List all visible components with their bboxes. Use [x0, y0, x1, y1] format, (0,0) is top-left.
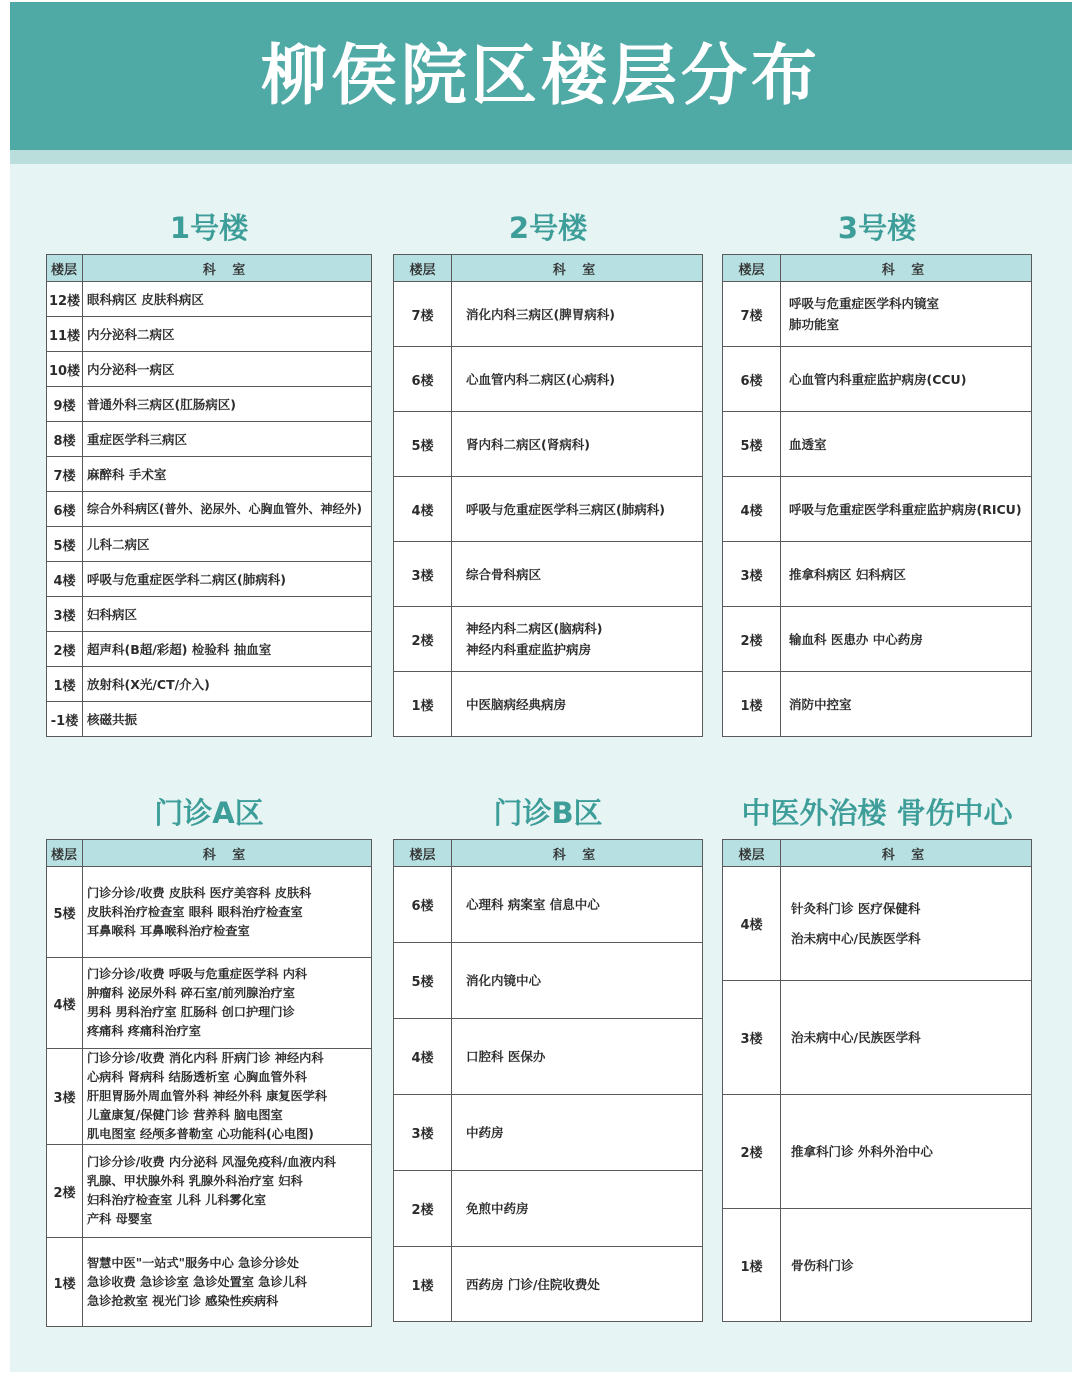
table-header	[47, 840, 372, 867]
floor-cell: 3楼	[723, 981, 781, 1095]
department-line: 消化内科三病区(脾胃病科)	[466, 306, 615, 322]
department-cell	[781, 1095, 1032, 1209]
department-line: 心血管内科重症监护病房(CCU)	[789, 371, 967, 387]
department-line: 中药房	[466, 1125, 504, 1140]
table-row	[394, 943, 703, 1019]
outpatient-b-floor-table	[393, 839, 703, 1322]
department-cell	[83, 667, 372, 702]
department-line: 门诊分诊/收费 呼吸与危重症医学科 内科	[87, 967, 308, 981]
department-line: 麻醉科 手术室	[87, 466, 167, 482]
table-row	[394, 412, 703, 477]
department-cell	[83, 632, 372, 667]
department-cell	[83, 282, 372, 317]
table-row	[47, 1049, 372, 1145]
table-row	[47, 457, 372, 492]
table-row	[723, 282, 1032, 347]
department-line: 血透室	[789, 436, 827, 452]
department-cell	[452, 1171, 703, 1247]
floor-header: 楼层	[723, 255, 781, 282]
department-line: 消防中控室	[789, 696, 852, 712]
tcm-orthopedic-floor-table	[722, 839, 1032, 1322]
floor-cell: 4楼	[394, 477, 452, 542]
department-cell	[781, 867, 1032, 981]
department-line: 耳鼻喉科 耳鼻喉科治疗检查室	[87, 923, 250, 938]
department-cell	[781, 672, 1032, 737]
table-row	[47, 597, 372, 632]
table-row	[47, 702, 372, 737]
department-line: 西药房 门诊/住院收费处	[466, 1276, 600, 1292]
department-line: 呼吸与危重症医学科三病区(肺病科)	[466, 501, 665, 517]
department-line: 综合外科病区(普外、泌尿外、心胸血管外、神经外)	[87, 501, 362, 516]
department-cell	[83, 527, 372, 562]
department-line: 口腔科 医保办	[466, 1049, 546, 1064]
floor-cell: 4楼	[394, 1019, 452, 1095]
floor-cell: 2楼	[723, 1095, 781, 1209]
department-cell	[452, 542, 703, 607]
floor-cell: 2楼	[394, 1171, 452, 1247]
department-line: 眼科病区 皮肤科病区	[87, 291, 204, 307]
floor-cell: 6楼	[723, 347, 781, 412]
department-cell	[83, 457, 372, 492]
floor-cell: 3楼	[47, 597, 83, 632]
department-line: 妇科治疗检查室 儿科 儿科雾化室	[87, 1193, 267, 1207]
dept-header: 科 室	[781, 840, 1032, 867]
floor-header: 楼层	[394, 255, 452, 282]
department-line: 儿科二病区	[87, 536, 150, 552]
department-cell	[781, 477, 1032, 542]
department-line: 肝胆胃肠外周血管外科 神经外科 康复医学科	[87, 1089, 328, 1103]
table-header	[723, 255, 1032, 282]
table-row	[47, 527, 372, 562]
department-cell	[83, 1049, 372, 1145]
floor-cell: 7楼	[47, 457, 83, 492]
floor-cell: 7楼	[723, 282, 781, 347]
department-line: 心病科 肾病科 结肠透析室 心胸血管外科	[87, 1070, 307, 1084]
table-row	[723, 607, 1032, 672]
department-cell	[452, 943, 703, 1019]
department-cell	[83, 422, 372, 457]
floor-cell: 2楼	[47, 1145, 83, 1238]
table-row	[394, 347, 703, 412]
table-row	[47, 562, 372, 597]
department-line: 心理科 病案室 信息中心	[466, 897, 600, 912]
department-line: 门诊分诊/收费 皮肤科 医疗美容科 皮肤科	[87, 885, 312, 900]
floor-cell: 2楼	[723, 607, 781, 672]
department-line: 急诊抢救室 视光门诊 感染性疾病科	[87, 1293, 279, 1308]
department-line: 中医脑病经典病房	[466, 696, 567, 712]
table-row	[47, 282, 372, 317]
table-row	[723, 477, 1032, 542]
floor-header: 楼层	[723, 840, 781, 867]
department-line: 心血管内科二病区(心病科)	[466, 371, 615, 387]
section-title-building-2: 2号楼	[508, 211, 588, 245]
table-header	[394, 840, 703, 867]
table-row	[47, 667, 372, 702]
floor-cell: 6楼	[394, 867, 452, 943]
department-line: 针灸科门诊 医疗保健科	[791, 900, 921, 916]
table-row	[47, 632, 372, 667]
floor-cell: 5楼	[47, 527, 83, 562]
department-line: 肌电图室 经颅多普勒室 心功能科(心电图)	[87, 1127, 314, 1141]
floor-cell: -1楼	[47, 702, 83, 737]
department-cell	[83, 958, 372, 1049]
floor-cell: 3楼	[394, 1095, 452, 1171]
floor-cell: 3楼	[47, 1049, 83, 1145]
department-line: 神经内科二病区(脑病科)	[466, 621, 603, 636]
department-cell	[452, 672, 703, 737]
table-row	[394, 607, 703, 672]
table-row	[47, 387, 372, 422]
department-line: 智慧中医"一站式"服务中心 急诊分诊处	[87, 1255, 299, 1270]
department-cell	[83, 352, 372, 387]
floor-cell: 2楼	[47, 632, 83, 667]
floor-cell: 1楼	[394, 1247, 452, 1322]
table-row	[47, 492, 372, 527]
department-line: 肺功能室	[789, 317, 840, 332]
department-line: 皮肤科治疗检查室 眼科 眼科治疗检查室	[87, 904, 303, 919]
table-row	[47, 958, 372, 1049]
floor-header: 楼层	[47, 840, 83, 867]
floor-cell: 3楼	[723, 542, 781, 607]
department-line: 核磁共振	[87, 711, 138, 727]
floor-cell: 4楼	[723, 867, 781, 981]
table-row	[394, 1171, 703, 1247]
table-row	[47, 317, 372, 352]
floor-cell: 4楼	[47, 958, 83, 1049]
department-line: 推拿科门诊 外科外治中心	[791, 1144, 933, 1159]
floor-cell: 4楼	[47, 562, 83, 597]
outpatient-a-floor-table	[46, 839, 372, 1327]
department-cell	[781, 347, 1032, 412]
floor-cell: 1楼	[394, 672, 452, 737]
department-line: 普通外科三病区(肛肠病区)	[87, 396, 236, 412]
department-line: 产科 母婴室	[87, 1212, 153, 1226]
dept-header: 科 室	[83, 255, 372, 282]
floor-cell: 7楼	[394, 282, 452, 347]
department-line: 急诊收费 急诊诊室 急诊处置室 急诊儿科	[87, 1274, 307, 1289]
department-line: 乳腺、甲状腺外科 乳腺外科治疗室 妇科	[87, 1174, 303, 1188]
department-cell	[452, 1247, 703, 1322]
department-line: 骨伤科门诊	[791, 1257, 854, 1273]
floor-cell: 3楼	[394, 542, 452, 607]
department-line: 消化内镜中心	[466, 973, 542, 988]
dept-header: 科 室	[452, 255, 703, 282]
department-line: 内分泌科二病区	[87, 326, 175, 342]
department-line: 男科 男科治疗室 肛肠科 创口护理门诊	[87, 1005, 295, 1019]
department-cell	[452, 282, 703, 347]
dept-header: 科 室	[452, 840, 703, 867]
table-row	[394, 1247, 703, 1322]
floor-cell: 4楼	[723, 477, 781, 542]
department-cell	[83, 387, 372, 422]
floor-header: 楼层	[394, 840, 452, 867]
department-line: 儿童康复/保健门诊 营养科 脑电图室	[87, 1108, 283, 1122]
section-title-building-1: 1号楼	[169, 211, 249, 245]
building-3-floor-table	[722, 254, 1032, 737]
floor-cell: 5楼	[394, 412, 452, 477]
department-line: 门诊分诊/收费 内分泌科 风湿免疫科/血液内科	[87, 1155, 336, 1169]
floor-cell: 1楼	[47, 667, 83, 702]
floor-cell: 1楼	[47, 1238, 83, 1327]
department-cell	[452, 607, 703, 672]
table-row	[394, 282, 703, 347]
table-header	[47, 255, 372, 282]
table-row	[47, 867, 372, 958]
section-title-building-3: 3号楼	[837, 211, 917, 245]
table-row	[394, 1019, 703, 1095]
department-line: 疼痛科 疼痛科治疗室	[87, 1024, 201, 1038]
floor-cell: 5楼	[47, 867, 83, 958]
banner-stripe	[10, 150, 1072, 164]
department-line: 免煎中药房	[466, 1201, 529, 1216]
department-line: 妇科病区	[87, 606, 138, 622]
floor-cell: 6楼	[394, 347, 452, 412]
table-row	[394, 1095, 703, 1171]
department-line: 综合骨科病区	[466, 566, 542, 582]
department-cell	[781, 981, 1032, 1095]
building-1-floor-table	[46, 254, 372, 737]
department-cell	[452, 412, 703, 477]
table-row	[723, 981, 1032, 1095]
department-line: 呼吸与危重症医学科内镜室	[789, 296, 940, 311]
department-line: 放射科(X光/CT/介入)	[87, 676, 210, 692]
dept-header: 科 室	[781, 255, 1032, 282]
department-line: 治未病中心/民族医学科	[791, 1030, 921, 1045]
table-header	[723, 840, 1032, 867]
table-row	[47, 1238, 372, 1327]
department-cell	[781, 412, 1032, 477]
floor-cell: 2楼	[394, 607, 452, 672]
department-line: 肿瘤科 泌尿外科 碎石室/前列腺治疗室	[87, 986, 295, 1000]
department-line: 呼吸与危重症医学科重症监护病房(RICU)	[789, 501, 1022, 517]
department-cell	[83, 562, 372, 597]
department-cell	[452, 1019, 703, 1095]
table-row	[723, 412, 1032, 477]
floor-cell: 1楼	[723, 1209, 781, 1322]
department-cell	[83, 867, 372, 958]
table-row	[394, 867, 703, 943]
department-line: 门诊分诊/收费 消化内科 肝病门诊 神经内科	[87, 1051, 324, 1065]
table-row	[723, 1095, 1032, 1209]
department-cell	[452, 1095, 703, 1171]
floor-cell: 5楼	[723, 412, 781, 477]
department-cell	[83, 492, 372, 527]
department-line: 治未病中心/民族医学科	[791, 930, 921, 946]
department-line: 输血科 医患办 中心药房	[789, 631, 923, 647]
department-cell	[452, 347, 703, 412]
table-row	[394, 542, 703, 607]
department-cell	[781, 1209, 1032, 1322]
department-cell	[83, 1145, 372, 1238]
department-cell	[452, 477, 703, 542]
floor-cell: 6楼	[47, 492, 83, 527]
department-cell	[781, 607, 1032, 672]
table-row	[723, 867, 1032, 981]
table-header	[394, 255, 703, 282]
department-cell	[781, 282, 1032, 347]
floor-cell: 1楼	[723, 672, 781, 737]
table-row	[723, 347, 1032, 412]
department-line: 呼吸与危重症医学科二病区(肺病科)	[87, 571, 286, 587]
department-line: 推拿科病区 妇科病区	[789, 566, 906, 582]
table-row	[47, 1145, 372, 1238]
floor-cell: 11楼	[47, 317, 83, 352]
department-cell	[83, 597, 372, 632]
table-row	[723, 1209, 1032, 1322]
floor-cell: 12楼	[47, 282, 83, 317]
department-line: 超声科(B超/彩超) 检验科 抽血室	[87, 641, 272, 657]
section-title-outpatient-b: 门诊B区	[493, 796, 603, 830]
floor-cell: 9楼	[47, 387, 83, 422]
section-title-outpatient-a: 门诊A区	[154, 796, 264, 830]
department-line: 内分泌科一病区	[87, 361, 175, 377]
page-title: 柳侯院区楼层分布	[261, 37, 821, 114]
floor-cell: 5楼	[394, 943, 452, 1019]
table-row	[47, 352, 372, 387]
table-row	[47, 422, 372, 457]
department-line: 神经内科重症监护病房	[466, 642, 592, 657]
section-title-tcm-orthopedic: 中医外治楼 骨伤中心	[741, 796, 1013, 830]
department-cell	[452, 867, 703, 943]
table-row	[723, 542, 1032, 607]
floor-cell: 10楼	[47, 352, 83, 387]
table-row	[394, 477, 703, 542]
table-row	[394, 672, 703, 737]
department-cell	[83, 702, 372, 737]
table-row	[723, 672, 1032, 737]
floor-header: 楼层	[47, 255, 83, 282]
department-line: 重症医学科三病区	[87, 431, 188, 447]
department-cell	[781, 542, 1032, 607]
department-cell	[83, 1238, 372, 1327]
department-cell	[83, 317, 372, 352]
department-line: 肾内科二病区(肾病科)	[466, 436, 590, 452]
floor-cell: 8楼	[47, 422, 83, 457]
building-2-floor-table	[393, 254, 703, 737]
dept-header: 科 室	[83, 840, 372, 867]
